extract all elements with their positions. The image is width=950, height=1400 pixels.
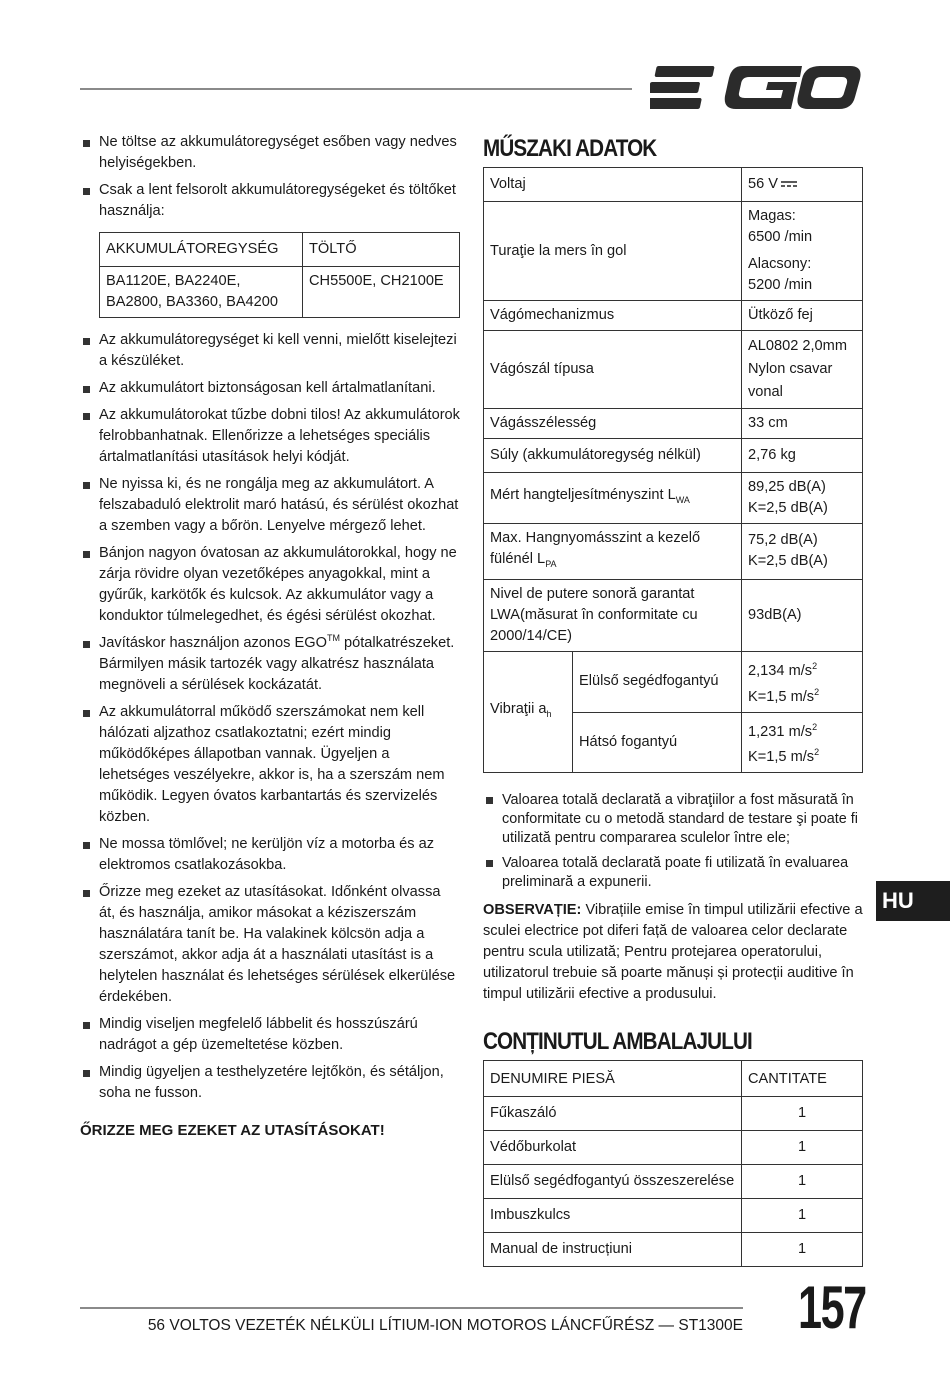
speed-high-label: Magas: <box>748 208 796 224</box>
part-qty: 1 <box>742 1097 863 1131</box>
observation-label: OBSERVAȚIE: <box>483 902 582 919</box>
cut-width-label: Vágásszélesség <box>484 409 742 439</box>
sound-pressure-value: 75,2 dB(A) K=2,5 dB(A) <box>742 524 863 580</box>
contents-header-part: DENUMIRE PIESĂ <box>484 1061 742 1097</box>
battery-models-cell: BA1120E, BA2240E, BA2800, BA3360, BA4200 <box>100 267 303 318</box>
list-item: Ne töltse az akkumulátoregységet esőben vagy nedves helyiségekben. <box>80 132 460 174</box>
observation-note <box>483 900 863 1005</box>
part-qty: 1 <box>742 1131 863 1165</box>
battery-safety-list <box>80 132 460 222</box>
part-qty: 1 <box>742 1165 863 1199</box>
list-item: Őrizze meg ezeket az utasításokat. Időnként olvassa át, és használja, amikor másokat a kéziszerszám használatára tanít be. Ha valakinek kölcsön adja a szerszámot, akkor adja át a használati utasítást is a helytelen használat és lehetséges sérülések elkerülése érdekében. <box>80 882 460 1008</box>
list-item: Az akkumulátoregységet ki kell venni, mielőtt kiselejtezi a készüléket. <box>80 330 460 372</box>
vibration-label: Vibraţii $a_h$ <box>484 651 573 772</box>
specs-table <box>483 167 863 773</box>
list-item: Az akkumulátorral működő szerszámokat nem kell hálózati aljzathoz csatlakoztatni; ezért mindig működőképes állapotban vannak. Ügyeljen a lehetséges veszélyekre, akkor is, ha a szerszám nem működik. Legyen óvatos karbantartás és szervizelés közben. <box>80 702 460 828</box>
voltage-label: Voltaj <box>484 168 742 202</box>
cut-width-value: 33 cm <box>742 409 863 439</box>
rear-handle-label: Hátsó fogantyú <box>573 712 742 773</box>
table-row <box>484 1165 863 1199</box>
page-number: 157 <box>798 1274 866 1341</box>
left-column <box>80 132 460 1141</box>
speed-high-value: 6500 /min <box>748 229 813 245</box>
part-name: Manual de instrucțiuni <box>484 1233 742 1267</box>
voltage-value: 56 V <box>742 168 863 202</box>
list-item: Az akkumulátorokat tűzbe dobni tilos! Az akkumulátorok felrobbanhatnak. Ellenőrizze a lehetséges speciális ártalmatlanítási utasítások helyi kódját. <box>80 405 460 468</box>
speed-low-label: Alacsony: <box>748 256 812 272</box>
list-item-repair <box>80 633 460 696</box>
speed-value <box>742 202 863 301</box>
sound-power-label: Mért hangteljesítményszint $L_{WA}$ <box>484 473 742 524</box>
line-type-label: Vágószál típusa <box>484 331 742 409</box>
list-item: Valoarea totală declarată poate fi utilizată în evaluarea preliminară a expunerii. <box>483 854 863 892</box>
repair-text-before: Javításkor használjon azonos EGO <box>99 635 327 651</box>
sound-pressure-label: Max. Hangnyomásszint a kezelő fülénél $L_{PA}$ <box>484 524 742 580</box>
list-item: Csak a lent felsorolt akkumulátoregységeket és töltőket használja: <box>80 180 460 222</box>
speed-label: Turaţie la mers în gol <box>484 202 742 301</box>
battery-charger-table <box>99 232 460 318</box>
dc-icon <box>780 180 798 188</box>
table-row <box>484 1131 863 1165</box>
part-qty: 1 <box>742 1233 863 1267</box>
guaranteed-power-value: 93dB(A) <box>742 579 863 651</box>
cutting-mech-label: Vágómechanizmus <box>484 301 742 331</box>
contents-table <box>483 1060 863 1267</box>
contents-header-qty: CANTITATE <box>742 1061 863 1097</box>
table-row <box>484 1097 863 1131</box>
safety-list <box>80 330 460 1104</box>
footer-title: 56 VOLTOS VEZETÉK NÉLKÜLI LÍTIUM-ION MOTOROS LÁNCFŰRÉSZ — ST1300E <box>147 1317 743 1334</box>
part-name: Védőburkolat <box>484 1131 742 1165</box>
list-item: Az akkumulátort biztonságosan kell ártalmatlanítani. <box>80 378 460 399</box>
list-item: Ne mossa tömlővel; ne kerüljön víz a motorba és az elektromos csatlakozásokba. <box>80 834 460 876</box>
rear-handle-value: 1,231 $m/s^2$ K=1,5 $m/s^2$ <box>742 712 863 773</box>
list-item: Mindig viseljen megfelelő lábbelit és hosszúszárú nadrágot a gép üzemeltetése közben. <box>80 1014 460 1056</box>
line-type-value <box>742 331 863 409</box>
observation-text: Vibrațiile emise în timpul utilizării efective a sculei electrice pot diferi față de valoarea celor declarate pentru scula utilizată; Pentru protejarea operatorului, utilizatorul trebuie să poarte mănuși și protecții auditive în timpul utilizării efective a produsului. <box>483 902 863 1003</box>
line-type-value-3: vonal <box>748 384 783 400</box>
vibration-notes-list <box>483 791 863 892</box>
table-row <box>484 1233 863 1267</box>
line-type-value-2: Nylon csavar <box>748 361 833 377</box>
repair-text-after: pótalkatrészeket. Bármilyen másik tartozék vagy alkatrész használata megnöveli a sérülések kockázatát. <box>99 635 455 693</box>
charger-models-cell: CH5500E, CH2100E <box>303 267 460 318</box>
weight-value: 2,76 kg <box>742 439 863 473</box>
guaranteed-power-label: Nivel de putere sonoră garantat LWA(măsurat în conformitate cu 2000/14/CE) <box>484 579 742 651</box>
save-instructions-note: ŐRIZZE MEG EZEKET AZ UTASÍTÁSOKAT! <box>80 1122 385 1139</box>
list-item: Ne nyissa ki, és ne rongálja meg az akkumulátort. A felszabaduló elektrolit maró hatású, és sérülést okozhat a szemben vagy a bőrön. Lenyelve mérgező lehet. <box>80 474 460 537</box>
contents-title: CONȚINUTUL AMBALAJULUI <box>483 1028 752 1056</box>
weight-label: Súly (akkumulátoregység nélkül) <box>484 439 742 473</box>
table-header-charger: TÖLTŐ <box>303 233 460 267</box>
language-tab: HU <box>876 881 950 921</box>
footer-rule <box>80 1307 743 1309</box>
part-qty: 1 <box>742 1199 863 1233</box>
right-column <box>483 132 863 1267</box>
header-rule <box>80 88 632 90</box>
part-name: Imbuszkulcs <box>484 1199 742 1233</box>
front-handle-value: 2,134 $m/s^2$ K=1,5 $m/s^2$ <box>742 651 863 712</box>
part-name: Elülső segédfogantyú összeszerelése <box>484 1165 742 1199</box>
ego-logo <box>650 60 862 116</box>
specs-title: MŰSZAKI ADATOK <box>483 135 657 162</box>
list-item: Bánjon nagyon óvatosan az akkumulátorokkal, hogy ne zárja rövidre olyan vezetőképes anyagokkal, mint a gyűrűk, karkötők és kulcsok. Az akkumulátor vagy a konduktor túlmelegedhet, és égési sérülést okozhat. <box>80 543 460 627</box>
cutting-mech-value: Ütköző fej <box>742 301 863 331</box>
sound-power-value: 89,25 dB(A) K=2,5 dB(A) <box>742 473 863 524</box>
front-handle-label: Elülső segédfogantyú <box>573 651 742 712</box>
part-name: Fűkaszáló <box>484 1097 742 1131</box>
speed-low-value: 5200 /min <box>748 277 813 293</box>
trademark-sup: TM <box>326 633 340 644</box>
list-item: Valoarea totală declarată a vibraţiilor a fost măsurată în conformitate cu o metodă standard de testare şi poate fi utilizată pentru compararea sculelor între ele; <box>483 791 863 848</box>
list-item: Mindig ügyeljen a testhelyzetére lejtőkön, és sétáljon, soha ne fusson. <box>80 1062 460 1104</box>
table-header-battery: AKKUMULÁTOREGYSÉG <box>100 233 303 267</box>
table-row <box>484 1199 863 1233</box>
line-type-value-1: AL0802 2,0mm <box>748 338 847 354</box>
